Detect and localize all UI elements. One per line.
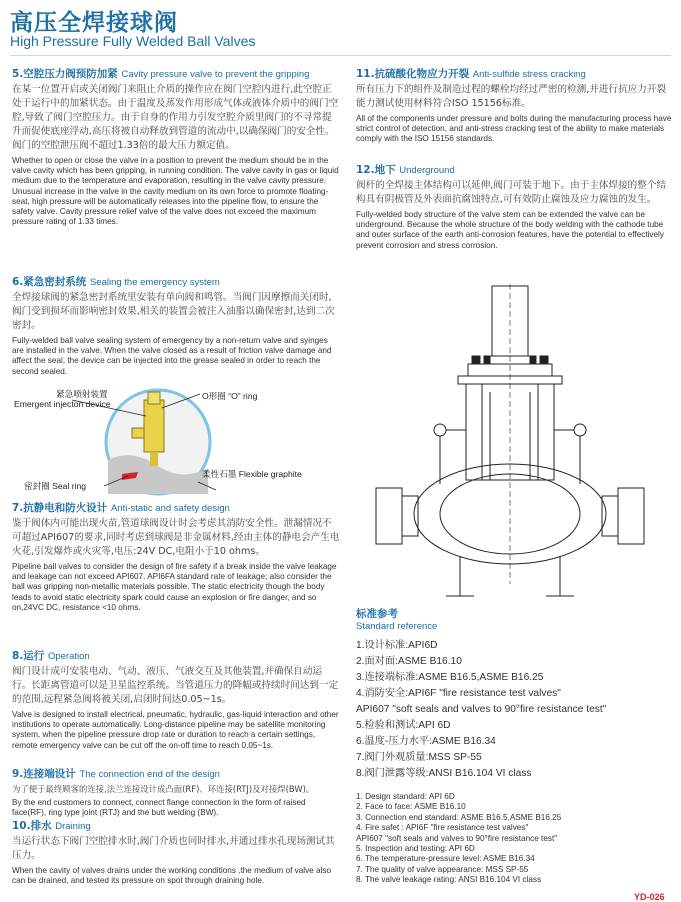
section-body-cn: 为了便于最终顾客的连接,法兰连接设计成凸面(RF)、环连接(RTJ)及对接焊(BW)。 — [12, 784, 315, 794]
section-body-cn: 鉴于阀体内可能出现火苗,管道球阀设计时会考虑其消防安全性。泄漏情况不可超过API607的要求,同时考虑到球阀是非金属材料,经由主体的静电会产生电火花,引发爆炸或火灾等,电压:24V DC,电阻小于10 ohms。 — [12, 518, 340, 557]
label-graphite: 柔性石墨 Flexible graphite — [202, 469, 302, 479]
title-divider — [10, 55, 671, 56]
label-seal-ring: 密封圈 Seal ring — [24, 481, 87, 491]
section-body-cn: 全焊接球阀的紧急密封系统里安装有单向阀和鸣管。当阀门因摩擦而关闭时,阀门受到损坏而影响密封效果,相关的装置会被注入油脂以确保密封,达到二次密封。 — [12, 292, 335, 331]
section-body-en: All of the components under pressure and bolts during the manufacturing process have strict control of detection, and anti-stress cracking test of the ability to make materials comply with the ISO 15156 standards. — [356, 114, 672, 144]
list-item: 3.连接端标准:ASME B16.5,ASME B16.25 — [356, 672, 544, 683]
list-item: 6. The temperature-pressure level: ASME B16.34 — [356, 854, 535, 864]
list-item: 7.阀门外观质量:MSS SP-55 — [356, 752, 482, 763]
standards-heading-en: Standard reference — [356, 621, 438, 632]
list-item: API607 "soft seals and valves to 90°fire resistance test" — [356, 833, 558, 843]
left-pipe-end — [402, 496, 418, 536]
left-column — [12, 66, 340, 896]
label-oring: O形圈 “O” ring — [202, 391, 258, 401]
injector-cap — [148, 392, 160, 404]
section-body-cn: 当运行状态下阀门空腔排水时,阀门介质也同时排水,并通过排水孔现场测试其压力。 — [12, 836, 335, 861]
list-item: 6.温度-压力水平:ASME B16.34 — [356, 736, 496, 747]
page-subtitle: High Pressure Fully Welded Ball Valves — [10, 33, 256, 49]
page-title: 高压全焊接球阀 — [10, 10, 178, 36]
list-item: 2. Face to face: ASME B16.10 — [356, 802, 466, 812]
standards-heading-cn: 标准参考 — [356, 608, 398, 620]
section-heading: 11.抗硫酸化物应力开裂 Anti-sulfide stress cracking — [356, 68, 586, 80]
right-pipe-end — [602, 496, 618, 536]
list-item: 5. Inspection and testing: API 6D — [356, 844, 475, 854]
list-item: API607 "soft seals and valves to 90°fire resistance test" — [356, 704, 607, 715]
list-item: 8. The valve leakage rating: ANSI B16.104 VI class — [356, 875, 542, 885]
section-standards — [356, 606, 672, 886]
valve-drawing-svg — [356, 284, 672, 602]
section-body-en: By the end customers to connect, connect flange connection in the form of raised face(RF), ring type joint (RTJ) and the butt welding (BW). — [12, 798, 306, 818]
section-body-cn: 阀杆的全焊接主体结构可以延伸,阀门可装于地下。由于主体焊接的整个结构具有阴极管及外表面抗腐蚀特点,可有效防止腐蚀及应力腐蚀的发生。 — [356, 180, 667, 205]
section-heading: 10.排水 Draining — [12, 820, 91, 832]
list-item: 4. Fire safet : API6F "fire resistance test valves" — [356, 823, 529, 833]
left-flange-end — [376, 488, 402, 544]
valve-drawing — [356, 284, 672, 602]
section-heading: 12.地下 Underground — [356, 164, 455, 176]
right-bolt — [574, 424, 586, 436]
section-body-cn: 在某一位置开启或关闭阀门来阻止介质的操作应在阀门空腔内进行,此空腔正处于运行中的加紧状态。由于温度及蒸发作用形成气体或液体介质中的阀门空腔,导致了阀门空腔压力。由于自身的作用力引发空腔介质里阀门的不寻常提升而促使底座浮动,高压将被自动释放到管道的流动中,以确保阀门的安全性。阀门的空腔泄压阀不超过1.33倍的最大压力额定值。 — [12, 84, 339, 151]
section-operation — [12, 648, 340, 751]
seal-diagram — [12, 388, 340, 496]
injector-body — [144, 400, 164, 452]
section-connection-end — [12, 766, 340, 818]
section-body-en: Fully-welded ball valve sealing system of emergency by a non-return valve and syinges are installed in the valve. When the valve closed as a result of friction valve damage and affect the seal, the device can be injected into the grease sealed in order to reach the second sealed. — [12, 336, 332, 376]
section-body-cn: 所有压力下的组件及制造过程的螺栓均经过严密的检测,并进行抗应力开裂能力测试使用材料符合ISO 15156标准。 — [356, 84, 667, 109]
list-item: 7. The quality of valve appearance: MSS SP-55 — [356, 864, 529, 874]
injector-port — [132, 428, 144, 438]
section-body-en: Fully-welded body structure of the valve stem can be extended the valve can be underground. Because the whole structure of the body welding with the cathode tube and outer surface of the earth anti-corrosion features, have the potential to effectively prevent corrosion and stress corrosion. — [356, 210, 664, 250]
list-item: 5.检验和测试:API 6D — [356, 720, 451, 731]
left-bolt — [434, 424, 446, 436]
list-item: 8.阀门泄露等级:ANSI B16.104 VI class — [356, 768, 532, 779]
section-body-en: Pipeline ball valves to consider the design of fire safety if a break inside the valve leakage and leakage can not exceed API607. API6FA standard rate of leakage; also consider the ball was gripping non-metallic materials possible. The static electricity though the body leads to avoid static electricity spark could cause an explosion or fire danger, and so on,24VC DC, resistance <10 ohms. — [12, 562, 337, 612]
section-draining — [12, 818, 340, 886]
section-anti-sulfide — [356, 66, 672, 145]
section-emergency-seal — [12, 274, 340, 377]
section-cavity-pressure — [12, 66, 340, 227]
standards-list-en — [356, 792, 672, 886]
section-body-en: When the cavity of valves drains under the working conditions ,the medium of valve also can be drained, and tested its pressure on spot through draining hole. — [12, 866, 332, 886]
section-underground — [356, 162, 672, 251]
list-item: 1.设计标准:API6D — [356, 640, 438, 651]
list-item: 2.面对面:ASME B16.10 — [356, 656, 462, 667]
section-heading: 5.空腔压力阀预防加紧 Cavity pressure valve to prevent the gripping — [12, 68, 310, 80]
section-body-en: Whether to open or close the valve in a position to prevent the medium should be in the valve cavity which has been gripping, in running condition. The valve cavity in gas or liquid medium due to the temperature and evaporation, resulting in the valve cavity pressure. Unusual increase in the valve in the cavity medium on its own force to promote floating-seat, high pressure will be automatically releases into the pipeline flow, to ensure the safety valve. Cavity pressure relief valve of the valve does not exceed the maximum pressure rating of 1.33 times. — [12, 156, 339, 227]
section-heading: 9.连接端设计 The connection end of the design — [12, 768, 220, 780]
standards-list-cn — [356, 638, 672, 782]
list-item: 1. Design standard: API 6D — [356, 792, 455, 801]
section-heading: 7.抗静电和防火设计 Anti-static and safety design — [12, 502, 230, 514]
page-code: YD-026 — [634, 892, 665, 902]
right-column — [356, 66, 672, 896]
section-anti-static — [12, 500, 340, 613]
section-body-en: Valve is designed to install electrical, pneumatic, hydraulic, gas-liquid interaction and other institutions to operate automatically. Long-distance pipeline may be satellite monitoring system, when the pipeline pressure drop rate or duration to reach a certain settings, remote emergency valve can be cut off the on-off time to reach 0.05~1s. — [12, 710, 339, 750]
label-emergent-cn: 紧急喷射装置 — [56, 389, 108, 399]
section-body-cn: 阀门设计成可安装电动、气动、液压、气液交互及其他装置,并确保自动运行。长距离管道可以是卫星监控系统。当管道压力的降幅或持续时间达到一定的范围,远程紧急阀将被关闭,启闭时间达0.05~1s。 — [12, 666, 339, 705]
section-heading: 6.紧急密封系统 Sealing the emergency system — [12, 276, 220, 288]
list-item: 4.消防安全:API6F "fire resistance test valves" — [356, 688, 561, 699]
section-heading: 8.运行 Operation — [12, 650, 90, 662]
label-emergent-en: Emergent injecton device — [14, 399, 111, 409]
right-flange-end — [618, 488, 644, 544]
injector-nozzle — [150, 452, 158, 466]
list-item: 3. Connection end standard: ASME B16.5,ASME B16.25 — [356, 812, 562, 822]
